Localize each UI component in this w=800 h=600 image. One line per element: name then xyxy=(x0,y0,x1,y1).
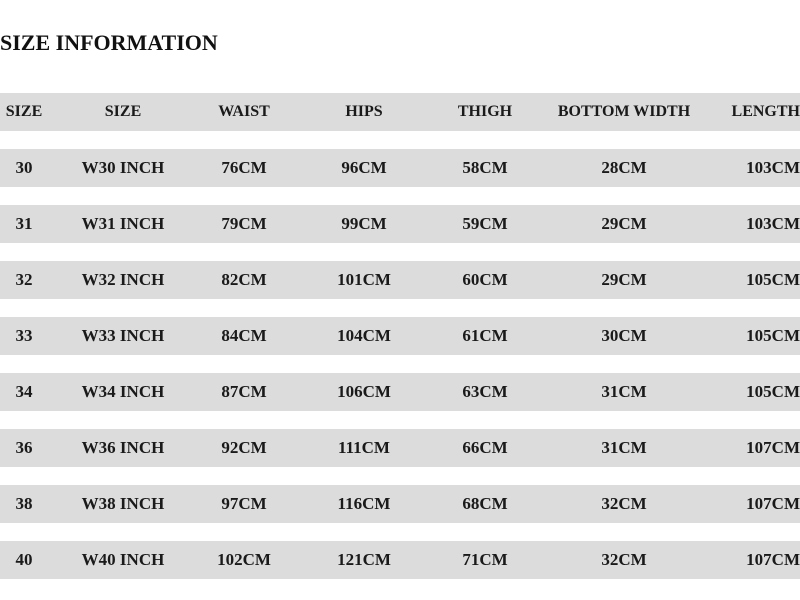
cell-size: W30 INCH xyxy=(81,158,165,177)
cell-hips: 101CM xyxy=(337,270,391,289)
cell-size-code: 30 xyxy=(15,158,33,177)
table-row xyxy=(0,541,800,579)
cell-size: W40 INCH xyxy=(81,550,165,569)
cell-length: 103CM xyxy=(746,214,800,233)
cell-waist: 82CM xyxy=(221,270,267,289)
cell-waist: 84CM xyxy=(221,326,267,345)
cell-size-code: 32 xyxy=(15,270,33,289)
cell-waist: 102CM xyxy=(217,550,271,569)
cell-thigh: 60CM xyxy=(462,270,508,289)
page-title: SIZE INFORMATION xyxy=(0,30,218,55)
table-header-row xyxy=(0,93,800,131)
cell-waist: 87CM xyxy=(221,382,267,401)
table-row xyxy=(0,429,800,467)
cell-size-code: 31 xyxy=(15,214,33,233)
cell-hips: 99CM xyxy=(341,214,387,233)
cell-bottom-width: 31CM xyxy=(601,438,647,457)
cell-size: W34 INCH xyxy=(81,382,165,401)
cell-size: W38 INCH xyxy=(81,494,165,513)
cell-bottom-width: 31CM xyxy=(601,382,647,401)
cell-thigh: 58CM xyxy=(462,158,508,177)
cell-waist: 97CM xyxy=(221,494,267,513)
cell-size: W36 INCH xyxy=(81,438,165,457)
cell-bottom-width: 30CM xyxy=(601,326,647,345)
table-row xyxy=(0,149,800,187)
cell-hips: 96CM xyxy=(341,158,387,177)
cell-size-code: 33 xyxy=(15,326,33,345)
header-thigh: THIGH xyxy=(457,103,513,120)
cell-thigh: 71CM xyxy=(462,550,508,569)
header-size: SIZE xyxy=(104,103,142,120)
table-row xyxy=(0,373,800,411)
cell-bottom-width: 29CM xyxy=(601,214,647,233)
header-size-code: SIZE xyxy=(5,103,43,120)
cell-hips: 104CM xyxy=(337,326,391,345)
header-length: LENGTH xyxy=(731,103,800,120)
cell-size: W33 INCH xyxy=(81,326,165,345)
cell-length: 105CM xyxy=(746,326,800,345)
cell-hips: 111CM xyxy=(338,438,390,457)
table-row xyxy=(0,205,800,243)
cell-hips: 106CM xyxy=(337,382,391,401)
table-row xyxy=(0,485,800,523)
cell-length: 107CM xyxy=(746,550,800,569)
cell-bottom-width: 32CM xyxy=(601,494,647,513)
header-waist: WAIST xyxy=(218,103,270,120)
cell-waist: 79CM xyxy=(221,214,267,233)
cell-waist: 92CM xyxy=(221,438,267,457)
cell-waist: 76CM xyxy=(221,158,267,177)
cell-thigh: 68CM xyxy=(462,494,508,513)
header-hips: HIPS xyxy=(345,103,383,120)
cell-hips: 116CM xyxy=(337,494,391,513)
cell-size-code: 34 xyxy=(15,382,33,401)
header-bottom-width: BOTTOM WIDTH xyxy=(557,103,691,120)
cell-size: W31 INCH xyxy=(81,214,165,233)
cell-length: 105CM xyxy=(746,382,800,401)
cell-bottom-width: 29CM xyxy=(601,270,647,289)
table-row xyxy=(0,317,800,355)
cell-thigh: 61CM xyxy=(462,326,508,345)
table-row xyxy=(0,261,800,299)
cell-hips: 121CM xyxy=(337,550,391,569)
cell-size-code: 40 xyxy=(15,550,33,569)
cell-size-code: 36 xyxy=(15,438,33,457)
cell-thigh: 66CM xyxy=(462,438,508,457)
cell-bottom-width: 28CM xyxy=(601,158,647,177)
cell-thigh: 63CM xyxy=(462,382,508,401)
cell-size: W32 INCH xyxy=(81,270,165,289)
cell-length: 103CM xyxy=(746,158,800,177)
cell-length: 105CM xyxy=(746,270,800,289)
cell-thigh: 59CM xyxy=(462,214,508,233)
cell-bottom-width: 32CM xyxy=(601,550,647,569)
cell-length: 107CM xyxy=(746,494,800,513)
cell-length: 107CM xyxy=(746,438,800,457)
cell-size-code: 38 xyxy=(15,494,33,513)
